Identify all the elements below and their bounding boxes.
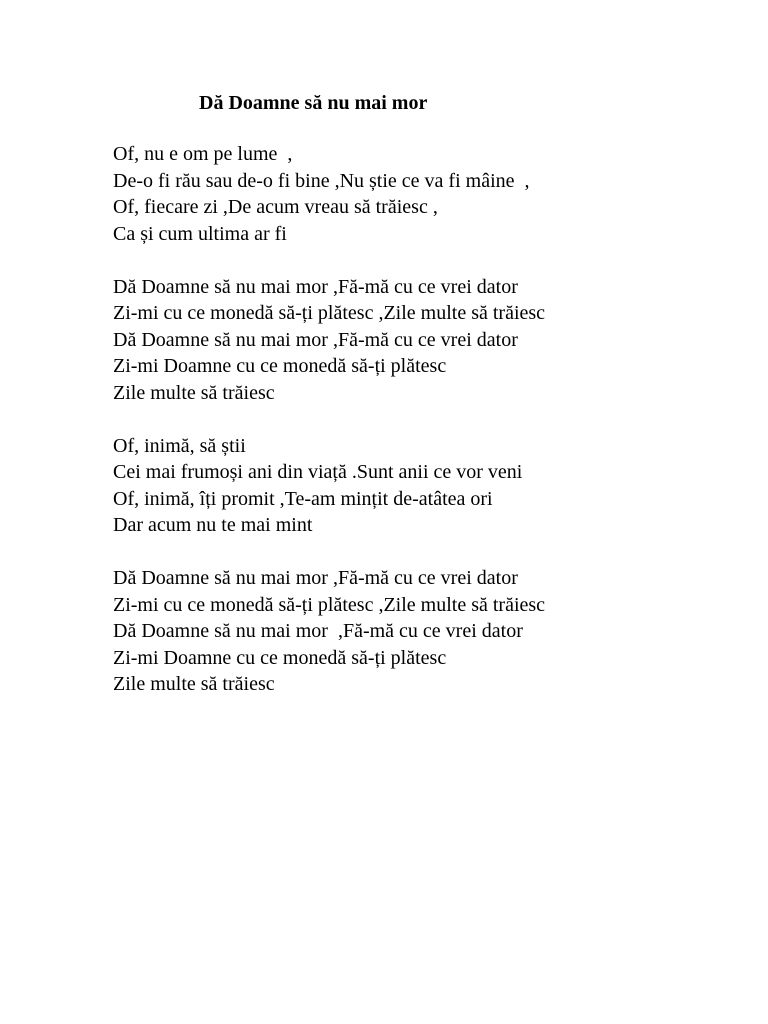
- lyric-line: Zile multe să trăiesc: [113, 381, 275, 404]
- stanza-2-chorus: [113, 274, 753, 407]
- lyric-line: Zi-mi cu ce monedă să-ți plătesc ,Zile multe să trăiesc: [113, 593, 546, 616]
- stanza-3: [113, 433, 753, 539]
- lyric-line: Of, nu e om pe lume ,: [113, 143, 293, 165]
- lyric-line: Of, fiecare zi ,De acum vreau să trăiesc ,: [113, 196, 438, 218]
- lyric-line: Ca și cum ultima ar fi: [113, 222, 287, 245]
- lyric-line: Dă Doamne să nu mai mor ,Fă-mă cu ce vrei dator: [113, 620, 523, 642]
- stanza-4-chorus: [113, 565, 753, 698]
- lyric-line: Of, inimă, îți promit ,Te-am mințit de-atâtea ori: [113, 487, 493, 510]
- lyric-line: Zi-mi Doamne cu ce monedă să-ți plătesc: [113, 646, 447, 669]
- lyric-line: Dă Doamne să nu mai mor ,Fă-mă cu ce vrei dator: [113, 328, 518, 351]
- stanza-1: [113, 141, 753, 247]
- lyrics-body: [113, 141, 753, 724]
- lyric-line: Of, inimă, să știi: [113, 434, 246, 457]
- document-title: Dă Doamne să nu mai mor: [199, 92, 428, 114]
- lyric-line: Cei mai frumoși ani din viață .Sunt anii ce vor veni: [113, 461, 523, 483]
- lyric-line: Dă Doamne să nu mai mor ,Fă-mă cu ce vrei dator: [113, 275, 518, 298]
- lyric-line: Zile multe să trăiesc: [113, 673, 275, 695]
- lyric-line: Dă Doamne să nu mai mor ,Fă-mă cu ce vrei dator: [113, 567, 518, 589]
- lyric-line: Zi-mi Doamne cu ce monedă să-ți plătesc: [113, 355, 447, 377]
- lyric-line: De-o fi rău sau de-o fi bine ,Nu știe ce va fi mâine ,: [113, 169, 530, 192]
- lyric-line: Dar acum nu te mai mint: [113, 514, 313, 536]
- lyric-line: Zi-mi cu ce monedă să-ți plătesc ,Zile multe să trăiesc: [113, 302, 546, 324]
